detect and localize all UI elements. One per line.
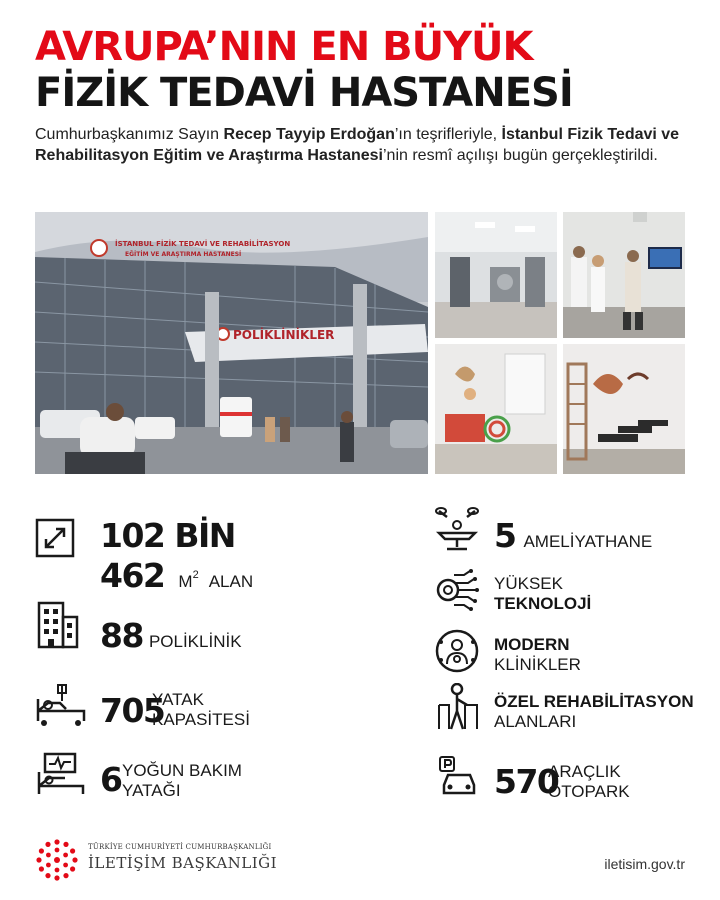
hospital-bed-icon [36,683,86,727]
headline-line1: AVRUPA’NIN EN BÜYÜK [35,24,533,70]
building-sign: İSTANBUL FİZİK TEDAVİ VE REHABİLİTASYON [115,240,291,248]
icu-label2: YATAĞI [122,781,181,800]
rehab-label2: ALANLARI [494,712,577,731]
intro-text-1: Cumhurbaşkanımız Sayın [35,126,224,143]
footer-org-big: İLETİŞİM BAŞKANLIĞI [88,854,278,872]
rehab-label1: ÖZEL REHABİLİTASYON [494,692,694,711]
walker-icon [435,683,481,731]
parking-number: 570 [494,762,559,801]
intro-hospital: İstanbul Fizik Tedavi ve Rehabilitasyon Eğitim ve Araştırma Hastanesi [35,126,680,164]
area-unit: M [178,572,193,591]
expand-arrows-icon [35,518,75,558]
tech-circuit-icon [434,567,480,613]
beds-label1: YATAK [152,690,204,709]
polyclinic-number: 88 [100,616,143,655]
clinic-room-photo [563,212,685,338]
icu-number: 6 [100,760,122,799]
polyclinic-label: POLİKLİNİK [148,632,242,651]
polyclinic-stat [100,618,242,654]
area-label: ALAN [208,572,254,591]
intro-text-3: ’nin resmî açılışı bugün gerçekleştirildi. [382,147,658,164]
parking-car-icon [438,755,480,797]
svg-text:EĞİTİM VE ARAŞTIRMA HASTANESİ: EĞİTİM VE ARAŞTIRMA HASTANESİ [125,251,242,258]
footer-org-small: TÜRKİYE CUMHURİYETİ CUMHURBAŞKANLIĞI [88,843,272,851]
area-number-line1: 102 BİN [100,516,235,555]
surgery-stat [494,518,652,554]
parking-label2: OTOPARK [548,782,630,801]
hospital-entrance-photo [35,212,428,474]
headline-line2: FİZİK TEDAVİ HASTANESİ [35,70,573,116]
intro-name: Recep Tayyip Erdoğan [223,126,395,143]
physio-beds-photo [563,344,685,474]
area-line2 [100,558,253,594]
intro-text-2: ’ın teşrifleriyle, [394,126,502,143]
iletisim-logo [35,838,79,882]
technology-label1: YÜKSEK [494,574,563,593]
clinics-label2: KLİNİKLER [494,655,581,674]
clinics-label1: MODERN [494,635,570,654]
icu-monitor-icon [37,752,85,798]
therapy-gym-photo [435,212,557,338]
technology-label2: TEKNOLOJİ [494,594,592,613]
intro-paragraph [35,124,685,166]
operating-room-icon [433,505,481,553]
parking-label1: ARAÇLIK [548,762,621,781]
area-unit-sup: 2 [192,569,199,581]
entrance-sign: POLİKLİNİKLER [233,328,335,342]
rehab-room-photo [435,344,557,474]
icu-label1: YOĞUN BAKIM [122,761,242,780]
beds-label2: KAPASİTESİ [152,710,250,729]
area-number-line2: 462 [100,556,165,595]
building-icon [37,601,79,649]
clinic-doctor-icon [434,628,480,674]
surgery-number: 5 [494,516,516,555]
footer-website[interactable]: iletisim.gov.tr [604,856,685,872]
beds-number: 705 [100,691,165,730]
surgery-label: AMELİYATHANE [523,532,653,551]
